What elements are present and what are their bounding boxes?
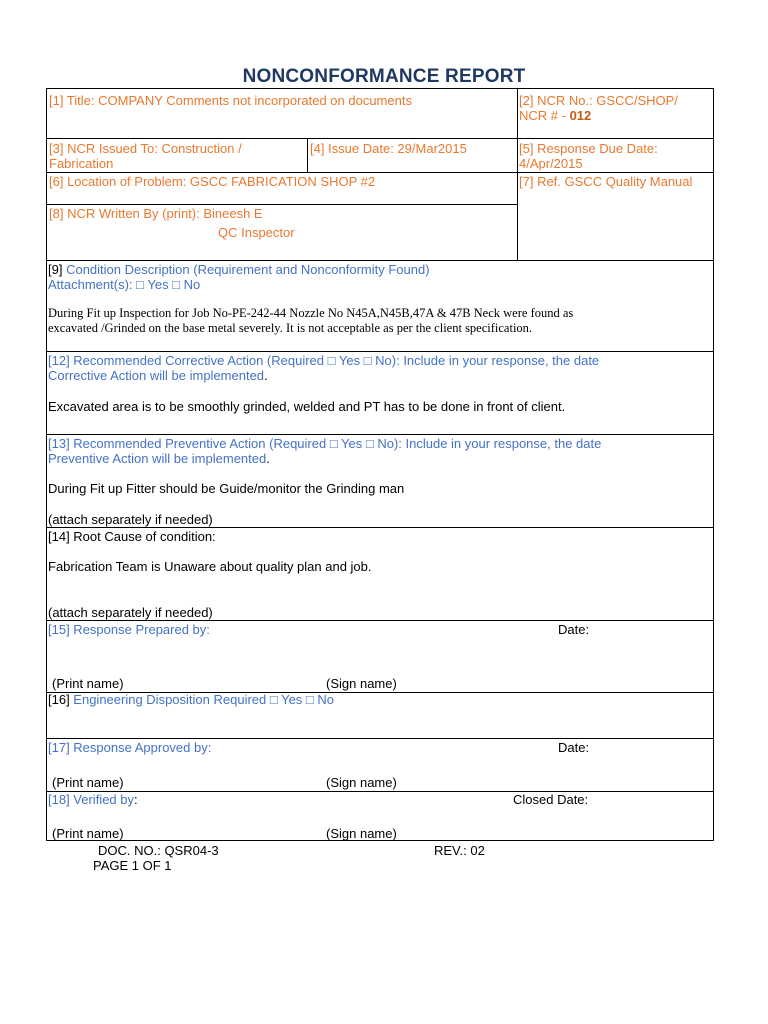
verified-by-title: [18] Verified by	[48, 792, 134, 807]
corrective-action-text: Excavated area is to be smoothly grinded, welded and PT has to be done in front of client.	[48, 399, 566, 414]
condition-description-title: Condition Description (Requirement and Nonconformity Found)	[66, 262, 430, 277]
revision: REV.: 02	[434, 843, 485, 858]
written-by-role: QC Inspector	[218, 225, 295, 240]
root-cause-label: [14] Root Cause of condition:	[48, 529, 216, 544]
sign-name-label: (Sign name)	[326, 676, 397, 691]
field-number: [	[48, 622, 52, 637]
colon: :	[134, 792, 138, 807]
divider	[47, 738, 713, 739]
response-prepared-title: 15] Response Prepared by:	[51, 622, 210, 637]
period: .	[264, 368, 268, 383]
divider	[47, 434, 713, 435]
divider	[47, 791, 713, 792]
field-number: [9]	[48, 262, 67, 277]
written-by-field: [8] NCR Written By (print): Bineesh E	[49, 206, 263, 221]
attach-note: (attach separately if needed)	[48, 605, 213, 620]
print-name-label: (Print name)	[52, 826, 124, 841]
closed-date-label: Closed Date:	[513, 792, 589, 807]
divider	[307, 138, 308, 172]
location-field: [6] Location of Problem: GSCC FABRICATION SHOP #2	[49, 174, 376, 189]
response-prepared-label	[48, 622, 210, 637]
response-due-value: 4/Apr/2015	[519, 156, 583, 171]
print-name-label: (Print name)	[52, 676, 124, 691]
root-cause-text: Fabrication Team is Unaware about quality plan and job.	[48, 559, 372, 574]
condition-description-text-2: excavated /Grinded on the base metal severely. It is not acceptable as per the client specification.	[48, 321, 533, 335]
issued-to-value: Fabrication	[49, 156, 114, 171]
sign-name-label: (Sign name)	[326, 775, 397, 790]
divider	[47, 351, 713, 352]
divider	[47, 138, 713, 139]
divider	[47, 172, 713, 173]
ncr-number: 012	[569, 108, 592, 123]
response-approved-label: [17] Response Approved by:	[48, 740, 212, 755]
period: .	[266, 451, 270, 466]
engineering-disposition-label	[48, 692, 334, 707]
report-title: NONCONFORMANCE REPORT	[242, 66, 526, 87]
ncr-number-prefix: NCR # -	[519, 108, 570, 123]
divider	[47, 204, 517, 205]
document-number: DOC. NO.: QSR04-3	[98, 843, 219, 858]
ncr-number-line	[519, 108, 591, 123]
ncr-form	[46, 88, 714, 841]
corrective-action-label-2	[48, 368, 268, 383]
response-approved-date-label: Date:	[558, 740, 590, 755]
attach-note: (attach separately if needed)	[48, 512, 213, 527]
preventive-action-text: During Fit up Fitter should be Guide/monitor the Grinding man	[48, 481, 405, 496]
sign-name-label: (Sign name)	[326, 826, 397, 841]
divider	[47, 260, 713, 261]
reference-field: [7] Ref. GSCC Quality Manual	[519, 174, 693, 189]
preventive-action-label-2	[48, 451, 270, 466]
page-number: PAGE 1 OF 1	[93, 858, 172, 873]
divider	[47, 527, 713, 528]
issued-to-field: [3] NCR Issued To: Construction /	[49, 141, 242, 156]
preventive-action-label-text: Preventive Action will be implemented	[48, 451, 267, 466]
corrective-action-label-text: Corrective Action will be implemented	[48, 368, 265, 383]
divider	[517, 89, 518, 260]
field-number: [16]	[48, 692, 74, 707]
corrective-action-label: [12] Recommended Corrective Action (Required □ Yes □ No): Include in your response, the date	[48, 353, 600, 368]
condition-description-label	[48, 262, 430, 277]
engineering-disposition-title: Engineering Disposition Required □ Yes □ No	[73, 692, 334, 707]
condition-description-text-1: During Fit up Inspection for Job No-PE-242-44 Nozzle No N45A,N45B,47A & 47B Neck were found as	[48, 306, 574, 320]
print-name-label: (Print name)	[52, 775, 124, 790]
attachments-options: Attachment(s): □ Yes □ No	[48, 277, 201, 292]
title-field: [1] Title: COMPANY Comments not incorporated on documents	[49, 93, 412, 108]
ncr-no-field: [2] NCR No.: GSCC/SHOP/	[519, 93, 678, 108]
issue-date-field: [4] Issue Date: 29/Mar2015	[310, 141, 467, 156]
preventive-action-label: [13] Recommended Preventive Action (Required □ Yes □ No): Include in your response, the date	[48, 436, 602, 451]
divider	[47, 620, 713, 621]
response-prepared-date-label: Date:	[558, 622, 590, 637]
verified-by-label	[48, 792, 138, 807]
response-due-field: [5] Response Due Date:	[519, 141, 658, 156]
